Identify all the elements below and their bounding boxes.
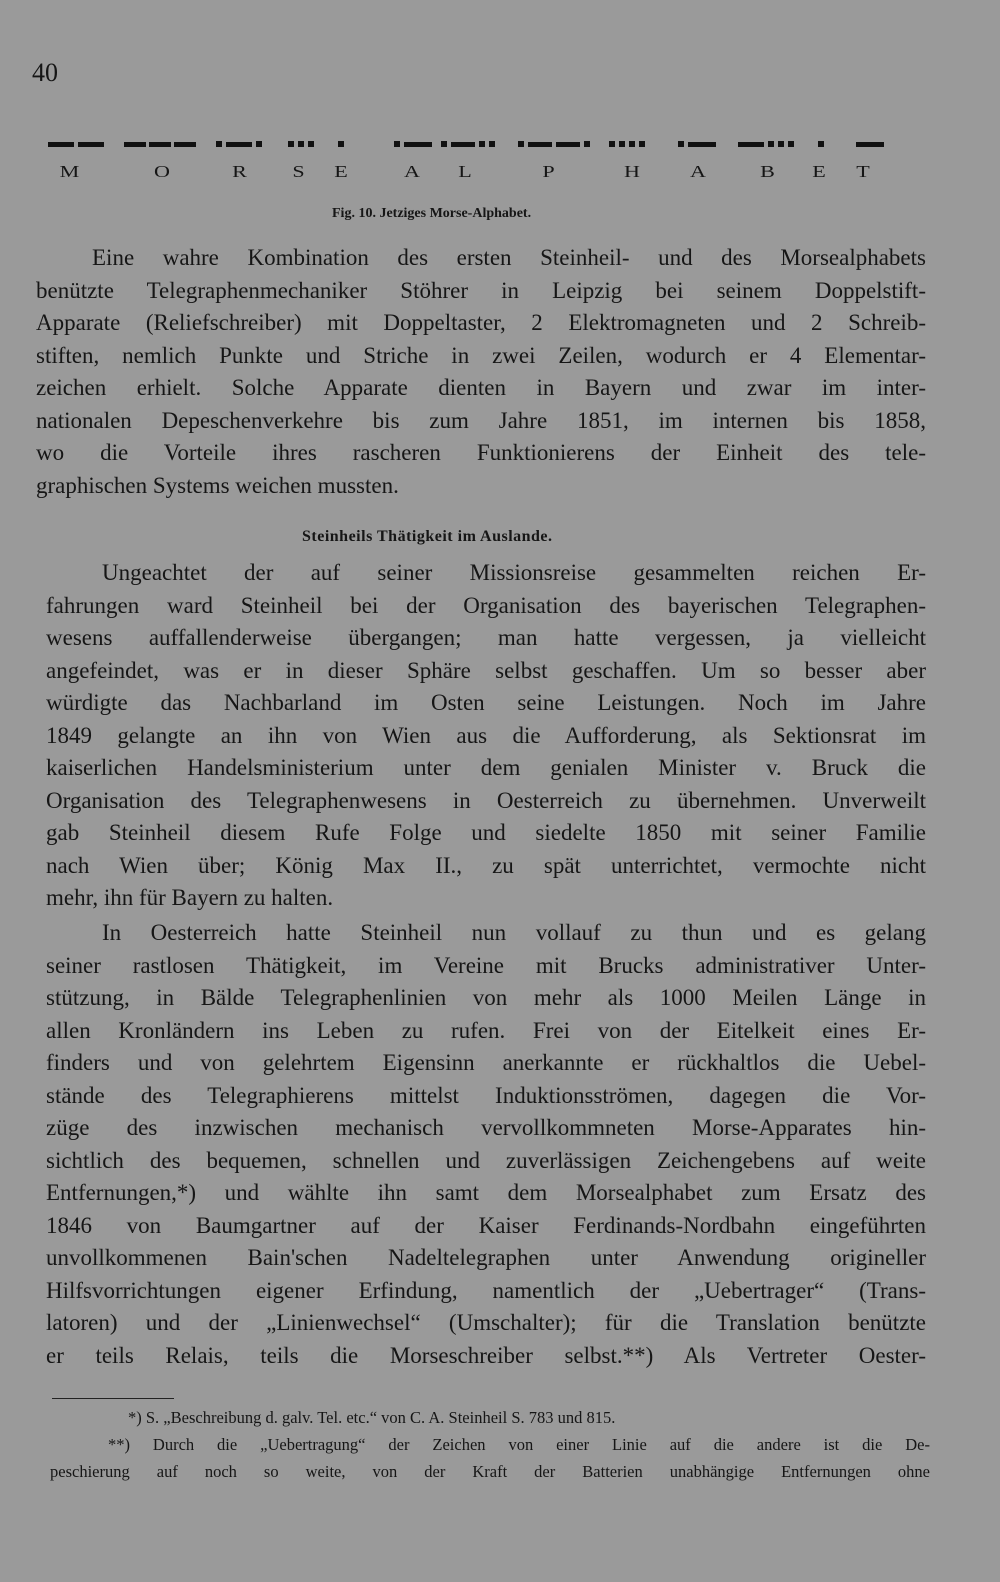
morse-dot [256,141,262,147]
text-line: zeichen erhielt. Solche Apparate dienten in Bayern und zwar im inter- [36,375,926,400]
morse-dash [48,142,74,147]
morse-dot [479,141,485,147]
morse-dot [216,141,222,147]
text-line: allen Kronländern ins Leben zu rufen. Frei von der Eitelkeit eines Er- [46,1017,926,1043]
morse-dot [609,141,615,147]
text-line: gab Steinheil diesem Rufe Folge und siedelte 1850 mit seiner Familie [46,820,926,845]
morse-letter: R [232,162,249,181]
text-line: In Oesterreich hatte Steinheil nun vollauf zu thun und es gelang [102,920,926,945]
morse-letter: O [154,162,172,181]
text-line: Entfernungen,*) und wählte ihn samt dem Morsealphabet zum Ersatz des [46,1180,926,1205]
page-number: 40 [32,58,58,87]
morse-letter: P [542,162,557,181]
text-line: Organisation des Telegraphenwesens in Oesterreich zu übernehmen. Unverweilt [46,787,926,813]
text-line: sichtlich des bequemen, schnellen und zuverlässigen Zeichengebens auf weite [46,1147,926,1173]
text-line: Ungeachtet der auf seiner Missionsreise gesammelten reichen Er- [102,560,926,585]
text-line: latoren) und der „Linienwechsel“ (Umschalter); für die Translation benützte [46,1310,926,1335]
text-line: unvollkommenen Bain'schen Nadeltelegraphen unter Anwendung origineller [46,1245,926,1270]
paragraph-3 [46,917,926,1372]
text-line: kaiserlichen Handelsministerium unter dem genialen Minister v. Bruck die [46,755,926,780]
footnote-line: **) Durch die „Uebertragung“ der Zeichen von einer Linie auf die andere ist die De- [108,1435,930,1454]
morse-dot [288,141,294,147]
text-line: nationalen Depeschenverkehre bis zum Jahre 1851, im internen bis 1858, [36,407,926,433]
morse-dot [778,141,784,147]
text-line: 1846 von Baumgartner auf der Kaiser Ferdinands-Nordbahn eingeführten [46,1212,926,1238]
morse-letter: E [812,162,828,181]
text-line: graphischen Systems weichen mussten. [36,472,399,498]
footnotes [50,1404,930,1485]
text-line: wo die Vorteile ihres rascheren Funktionierens der Einheit des tele- [36,440,926,465]
morse-dash [688,142,716,147]
morse-dash [226,142,252,147]
morse-dot [619,141,625,147]
morse-dot [394,141,400,147]
morse-letter: M [59,162,81,181]
morse-letter: S [292,162,307,181]
text-line: Eine wahre Kombination des ersten Steinheil- und des Morsealphabets [92,245,926,270]
text-line: nach Wien über; König Max II., zu spät unterrichtet, vermochte nicht [46,852,926,878]
text-line: Hilfsvorrichtungen eigener Erfindung, namentlich der „Uebertrager“ (Trans- [46,1277,926,1303]
morse-dash [738,142,764,147]
text-line: mehr, ihn für Bayern zu halten. [46,885,334,910]
text-line: züge des inzwischen mechanisch vervollkommneten Morse-Apparates hin- [46,1115,926,1140]
morse-dash [78,142,104,147]
text-line: wesens auffallenderweise übergangen; man hatte vergessen, ja vielleicht [46,625,926,650]
footnote-line: *) S. „Beschreibung d. galv. Tel. etc.“ von C. A. Steinheil S. 783 und 815. [128,1408,616,1427]
morse-dot [584,141,590,147]
morse-dot [441,141,447,147]
morse-dash [556,142,580,147]
footnote-line: peschierung auf noch so weite, von der Kraft der Batterien unabhängige Entfernungen ohne [50,1462,930,1481]
text-line: angefeindet, was er in dieser Sphäre selbst geschaffen. Um so besser aber [46,657,926,683]
text-line: finders und von gelehrtem Eigensinn anerkannte er rückhaltlos die Uebel- [46,1050,926,1075]
morse-dot [489,141,495,147]
text-line: seiner rastlosen Thätigkeit, im Vereine mit Brucks administrativer Unter- [46,952,926,978]
text-line: stände des Telegraphierens mittelst Induktionsströmen, dagegen die Vor- [46,1082,926,1108]
morse-dash [174,142,196,147]
morse-alphabet-figure [48,138,886,208]
morse-letter: A [690,162,708,181]
paragraph-2 [46,557,926,915]
morse-dot [629,141,635,147]
morse-dash [451,142,475,147]
morse-dash [149,142,171,147]
morse-letter: E [334,162,350,181]
morse-dot [788,141,794,147]
morse-dot [639,141,645,147]
text-line: 1849 gelangte an ihn von Wien aus die Aufforderung, als Sektionsrat im [46,722,926,748]
morse-dot [768,141,774,147]
morse-letter: L [458,162,474,181]
morse-dot [338,141,344,147]
footnote-divider [52,1398,174,1399]
morse-dot [818,141,824,147]
text-line: stützung, in Bälde Telegraphenlinien von mehr als 1000 Meilen Länge in [46,985,926,1010]
text-line: würdigte das Nachbarland im Osten seine Leistungen. Noch im Jahre [46,690,926,715]
text-line: stiften, nemlich Punkte und Striche in zwei Zeilen, wodurch er 4 Elementar- [36,342,926,368]
morse-dash [124,142,146,147]
text-line: benützte Telegraphenmechaniker Stöhrer in Leipzig bei seinem Doppelstift- [36,277,926,303]
morse-dot [298,141,304,147]
morse-dot [518,141,524,147]
morse-dot [678,141,684,147]
morse-letter: H [624,162,642,181]
morse-letter: A [404,162,422,181]
text-line: fahrungen ward Steinheil bei der Organisation des bayerischen Telegraphen- [46,592,926,618]
morse-dash [528,142,552,147]
morse-dash [404,142,432,147]
morse-dot [308,141,314,147]
figure-caption: Fig. 10. Jetziges Morse-Alphabet. [332,206,532,221]
text-line: er teils Relais, teils die Morseschreiber selbst.**) Als Vertreter Oester- [46,1342,926,1368]
morse-dash [856,142,884,147]
morse-letter: B [760,162,777,181]
paragraph-1 [36,242,926,502]
morse-letter: T [856,162,872,181]
text-line: Apparate (Reliefschreiber) mit Doppeltaster, 2 Elektromagneten und 2 Schreib- [36,310,926,335]
section-heading: Steinheils Thätigkeit im Auslande. [302,528,553,545]
